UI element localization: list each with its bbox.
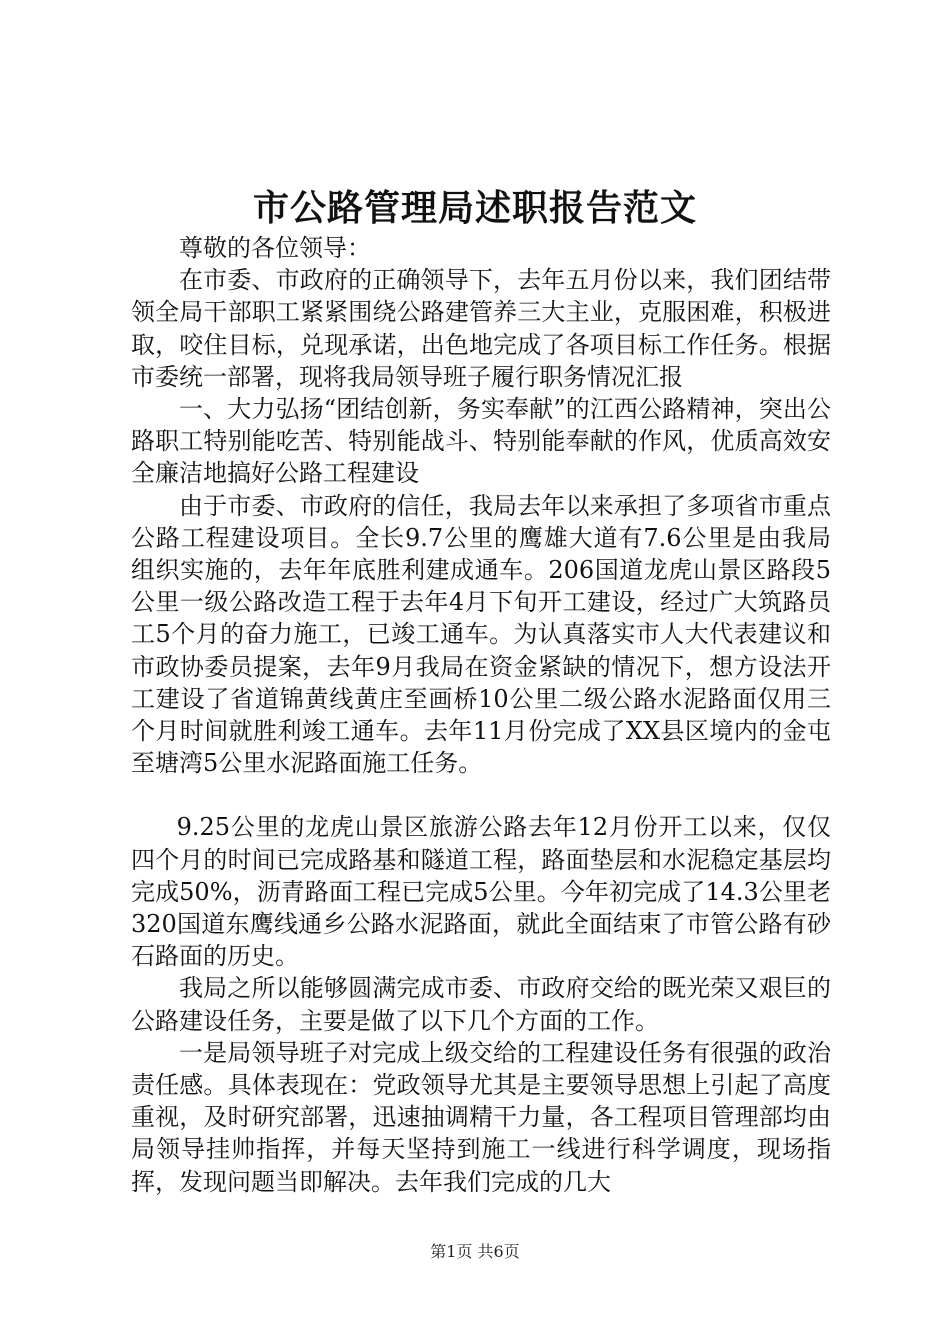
- paragraph-tourism-road: 9.25公里的龙虎山景区旅游公路去年12月份开工以来，仅仅四个月的时间已完成路基和隧道工程，路面垫层和水泥稳定基层均完成50%，沥青路面工程已完成5公里。今年初完成了14.3公里老320国道东鹰线通乡公路水泥路面，就此全面结束了市管公路有砂石路面的历史。: [131, 813, 831, 971]
- section-heading-1: 一、大力弘扬“团结创新，务实奉献”的江西公路精神，突出公路职工特别能吃苦、特别能战斗、特别能奉献的作风，优质高效安全廉洁地搞好公路工程建设: [131, 395, 831, 488]
- paragraph-projects: 由于市委、市政府的信任，我局去年以来承担了多项省市重点公路工程建设项目。全长9.7公里的鹰雄大道有7.6公里是由我局组织实施的，去年年底胜利建成通车。206国道龙虎山景区路段5公里一级公路改造工程于去年4月下旬开工建设，经过广大筑路员工5个月的奋力施工，已竣工通车。为认真落实市人大代表建议和市政协委员提案，去年9月我局在资金紧缺的情况下，想方设法开工建设了省道锦黄线黄庄至画桥10公里二级公路水泥路面仅用三个月时间就胜利竣工通车。去年11月份完成了XX县区境内的金屯至塘湾5公里水泥路面施工任务。: [131, 491, 831, 778]
- paragraph-intro: 在市委、市政府的正确领导下，去年五月份以来，我们团结带领全局干部职工紧紧围绕公路建管养三大主业，克服困难，积极进取，咬住目标，兑现承诺，出色地完成了各项目标工作任务。根据市委统一部署，现将我局领导班子履行职务情况汇报: [131, 266, 831, 391]
- paragraph-point-1: 一是局领导班子对完成上级交给的工程建设任务有很强的政治责任感。具体表现在：党政领导尤其是主要领导思想上引起了高度重视，及时研究部署，迅速抽调精干力量，各工程项目管理部均由局领导挂帅指挥，并每天坚持到施工一线进行科学调度，现场指挥，发现问题当即解决。去年我们完成的几大: [131, 1038, 831, 1196]
- document-body: [131, 232, 831, 1198]
- document-title: 市公路管理局述职报告范文: [252, 187, 697, 229]
- paragraph-summary: 我局之所以能够圆满完成市委、市政府交给的既光荣又艰巨的公路建设任务，主要是做了以下几个方面的工作。: [131, 974, 831, 1035]
- salutation: 尊敬的各位领导：: [179, 234, 371, 262]
- page-footer: 第1页 共6页: [430, 1242, 520, 1261]
